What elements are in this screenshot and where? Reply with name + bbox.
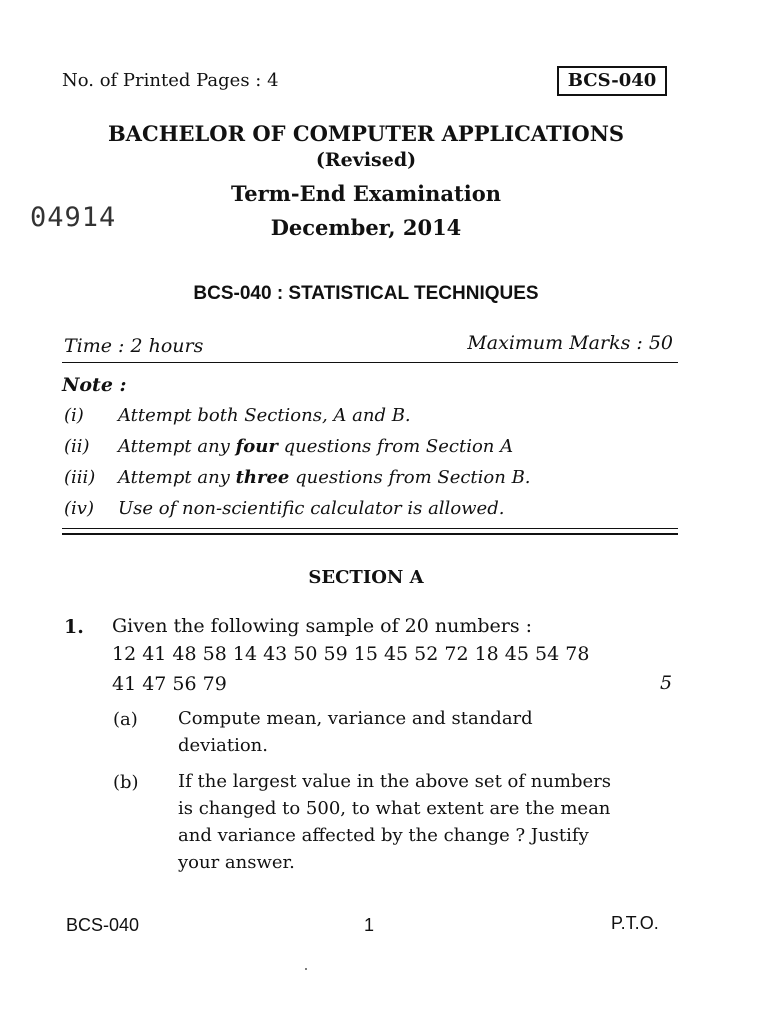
page-number: 1 [364,915,375,935]
exam-title: Term-End Examination [230,181,501,206]
time-allowed: Time : 2 hours [64,335,204,357]
note-item-number: (i) [64,405,84,426]
note-item-number: (ii) [64,436,90,457]
question-text: Given the following sample of 20 numbers : [112,615,533,637]
divider [62,528,678,529]
question-data-line: 41 47 56 79 [112,673,227,695]
subquestion-text: If the largest value in the above set of numbers is changed to 500, to what extent are the mean and variance affected by the change ? Justify your answer. [178,771,612,873]
serial-number: 04914 [30,202,117,233]
note-heading: Note : [62,374,127,396]
course-title: BCS-040 : STATISTICAL TECHNIQUES [193,283,539,304]
printed-pages-count: No. of Printed Pages : 4 [62,70,279,91]
subquestion-text: Compute mean, variance and standard deviation. [178,708,533,756]
section-heading: SECTION A [308,567,424,588]
please-turn-over: P.T.O. [611,913,659,933]
question-number: 1. [64,616,84,638]
note-item-text: Attempt both Sections, A and B. [118,405,411,426]
revised-label: (Revised) [315,149,417,171]
subquestion-label: (b) [113,772,139,793]
exam-date: December, 2014 [270,215,462,240]
programme-title: BACHELOR OF COMPUTER APPLICATIONS [107,121,625,146]
footer-course-code: BCS-040 [66,915,140,935]
note-item-number: (iii) [64,467,96,488]
note-item-number: (iv) [64,498,94,519]
maximum-marks: Maximum Marks : 50 [467,332,673,354]
course-code-box: BCS-040 [557,66,667,96]
question-marks: 5 [660,672,673,694]
note-item-text: Attempt any four questions from Section A [118,436,514,457]
question-data-line: 12 41 48 58 14 43 50 59 15 45 52 72 18 45 54 78 [112,643,590,665]
scan-speck [305,968,307,970]
note-item-text: Use of non-scientific calculator is allowed. [118,498,505,519]
note-item-text: Attempt any three questions from Section B. [118,467,531,488]
subquestion-label: (a) [113,709,138,730]
divider [62,362,678,363]
divider [62,533,678,535]
